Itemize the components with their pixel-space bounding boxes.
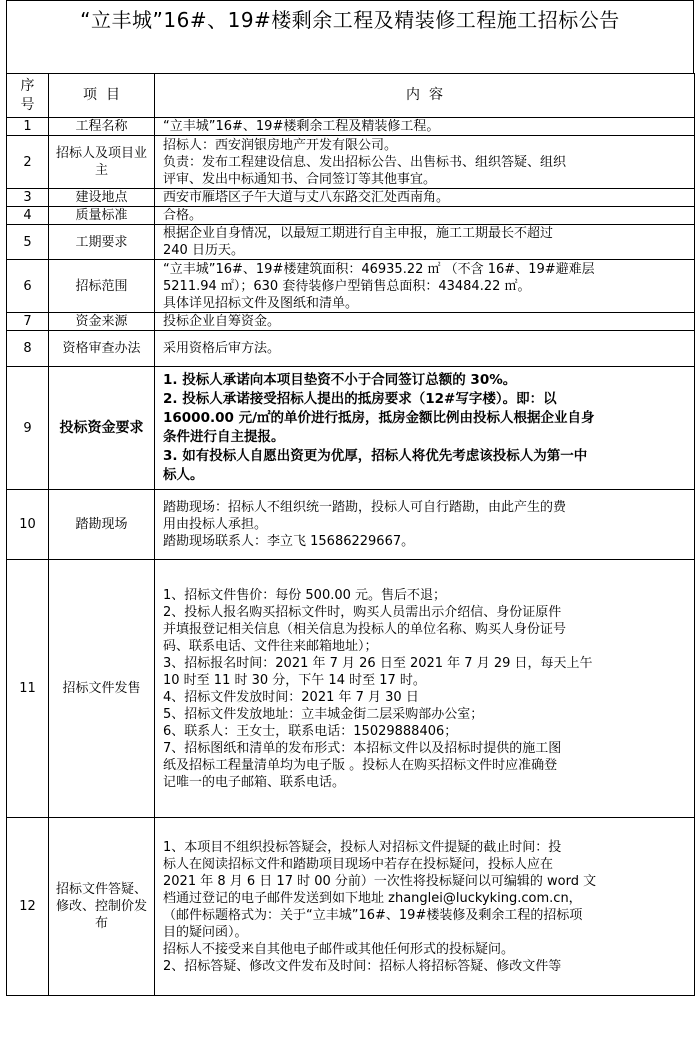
content-line: 记唯一的电子邮箱、联系电话。	[163, 774, 346, 790]
row-content	[155, 818, 695, 996]
table-header-row	[7, 74, 695, 118]
row-item: 工期要求	[49, 225, 155, 260]
content-line: 踏勘现场联系人：李立飞 15686229667。	[163, 534, 415, 549]
row-content	[155, 260, 695, 313]
table-row	[7, 818, 695, 996]
row-item: 踏勘现场	[49, 490, 155, 560]
header-content: 内 容	[155, 74, 695, 118]
table-row	[7, 313, 695, 331]
row-item: 质量标准	[49, 207, 155, 225]
content-line: 招标人不接受来自其他电子邮件或其他任何形式的投标疑问。	[163, 941, 515, 957]
row-number: 1	[7, 118, 49, 136]
content-line: 7、招标图纸和清单的发布形式：本招标文件以及招标时提供的施工图	[163, 740, 562, 756]
content-line: 条件进行自主提报。	[163, 429, 285, 445]
content-line: “立丰城”16#、19#楼剩余工程及精装修工程。	[163, 119, 440, 134]
content-line: 1. 投标人承诺向本项目垫资不小于合同签订总额的 30%。	[163, 372, 517, 388]
content-line: “立丰城”16#、19#楼建筑面积：46935.22 ㎡ （不含 16#、19#避难层	[163, 261, 595, 277]
content-line: 负责：发布工程建设信息、发出招标公告、出售标书、组织答疑、组织	[163, 154, 567, 170]
content-line: 3. 如有投标人自愿出资更为优厚，招标人将优先考虑该投标人为第一中	[163, 448, 588, 464]
table-row	[7, 367, 695, 490]
row-number: 12	[7, 818, 49, 996]
content-line: 5211.94 ㎡）；630 套待装修户型销售总面积：43484.22 ㎡。	[163, 278, 531, 294]
table-row	[7, 136, 695, 189]
content-line: 3、招标报名时间：2021 年 7 月 26 日至 2021 年 7 月 29 日，每天上午	[163, 655, 593, 671]
content-line: 档通过登记的电子邮件发送到如下地址 zhanglei@luckyking.com.cn，	[163, 890, 582, 906]
content-line: 纸及招标工程量清单均为电子版 。投标人在购买招标文件时应准确登	[163, 757, 558, 773]
table-row	[7, 207, 695, 225]
content-line: 6、联系人：王女士，联系电话：15029888406；	[163, 723, 458, 739]
row-item: 资格审查办法	[49, 331, 155, 367]
content-line: 标人在阅读招标文件和踏勘项目现场中若存在投标疑问，投标人应在	[163, 856, 554, 872]
content-line: 10 时至 11 时 30 分，下午 14 时至 17 时。	[163, 672, 426, 688]
row-number: 4	[7, 207, 49, 225]
content-line: 西安市雁塔区子午大道与丈八东路交汇处西南角。	[163, 190, 450, 205]
content-line: 标人。	[163, 467, 204, 483]
row-number: 10	[7, 490, 49, 560]
content-line: 评审、发出中标通知书、合同签订等其他事宜。	[163, 171, 437, 187]
content-line: 4、招标文件发放时间：2021 年 7 月 30 日	[163, 689, 419, 705]
row-item: 资金来源	[49, 313, 155, 331]
row-number: 8	[7, 331, 49, 367]
row-item: 招标范围	[49, 260, 155, 313]
content-line: 采用资格后审方法。	[163, 341, 281, 356]
content-line: 2、招标答疑、修改文件发布及时间：招标人将招标答疑、修改文件等	[163, 958, 562, 974]
row-number: 7	[7, 313, 49, 331]
content-line: 踏勘现场：招标人不组织统一踏勘，投标人可自行踏勘，由此产生的费	[163, 500, 567, 515]
row-number: 2	[7, 136, 49, 189]
tender-announcement	[6, 0, 694, 996]
row-item: 招标文件答疑、修改、控制价发布	[49, 818, 155, 996]
content-line: 16000.00 元/㎡的单价进行抵房，抵房金额比例由投标人根据企业自身	[163, 410, 595, 426]
row-number: 3	[7, 189, 49, 207]
table-row	[7, 260, 695, 313]
row-content	[155, 331, 695, 367]
row-content	[155, 367, 695, 490]
table-row	[7, 225, 695, 260]
content-line: 投标企业自筹资金。	[163, 314, 281, 329]
row-number: 5	[7, 225, 49, 260]
row-number: 11	[7, 560, 49, 818]
table-row	[7, 189, 695, 207]
content-line: （邮件标题格式为：关于“立丰城”16#、19#楼装修及剩余工程的招标项	[163, 907, 583, 923]
row-number: 6	[7, 260, 49, 313]
content-line: 2021 年 8 月 6 日 17 时 00 分前）一次性将投标疑问以可编辑的 word 文	[163, 873, 597, 889]
content-line: 用由投标人承担。	[163, 517, 268, 532]
content-line: 目的疑问函）。	[163, 924, 248, 940]
row-content	[155, 560, 695, 818]
content-line: 码、联系电话、文件往来邮箱地址）；	[163, 638, 378, 654]
table-row	[7, 560, 695, 818]
row-content	[155, 118, 695, 136]
row-item: 工程名称	[49, 118, 155, 136]
content-line: 根据企业自身情况，以最短工期进行自主申报，施工工期最长不超过	[163, 226, 554, 241]
content-line: 合格。	[163, 208, 203, 223]
row-content	[155, 207, 695, 225]
content-line: 2、投标人报名购买招标文件时，购买人员需出示介绍信、身份证原件	[163, 604, 562, 620]
row-content	[155, 490, 695, 560]
title-box	[6, 0, 694, 73]
row-item: 招标人及项目业主	[49, 136, 155, 189]
content-line: 并填报登记相关信息（相关信息为投标人的单位名称、购买人身份证号	[163, 621, 567, 637]
content-line: 1、本项目不组织投标答疑会，投标人对招标文件提疑的截止时间：投	[163, 839, 562, 855]
content-line: 240 日历天。	[163, 243, 244, 258]
document-title: “立丰城”16#、19#楼剩余工程及精装修工程施工招标公告	[80, 8, 620, 32]
row-item: 投标资金要求	[49, 367, 155, 490]
row-item: 建设地点	[49, 189, 155, 207]
header-item: 项 目	[49, 74, 155, 118]
content-line: 5、招标文件发放地址：立丰城金街二层采购部办公室；	[163, 706, 484, 722]
row-content	[155, 136, 695, 189]
tender-table	[6, 73, 695, 996]
table-row	[7, 331, 695, 367]
content-line: 1、招标文件售价：每份 500.00 元。售后不退；	[163, 587, 447, 603]
content-line: 招标人：西安润银房地产开发有限公司。	[163, 137, 398, 153]
row-content	[155, 313, 695, 331]
row-item: 招标文件发售	[49, 560, 155, 818]
header-no: 序 号	[7, 74, 49, 118]
table-row	[7, 490, 695, 560]
content-line: 2. 投标人承诺接受招标人提出的抵房要求（12#写字楼）。即：以	[163, 391, 557, 407]
content-line: 具体详见招标文件及图纸和清单。	[163, 295, 359, 311]
row-number: 9	[7, 367, 49, 490]
row-content	[155, 225, 695, 260]
row-content	[155, 189, 695, 207]
table-row	[7, 118, 695, 136]
